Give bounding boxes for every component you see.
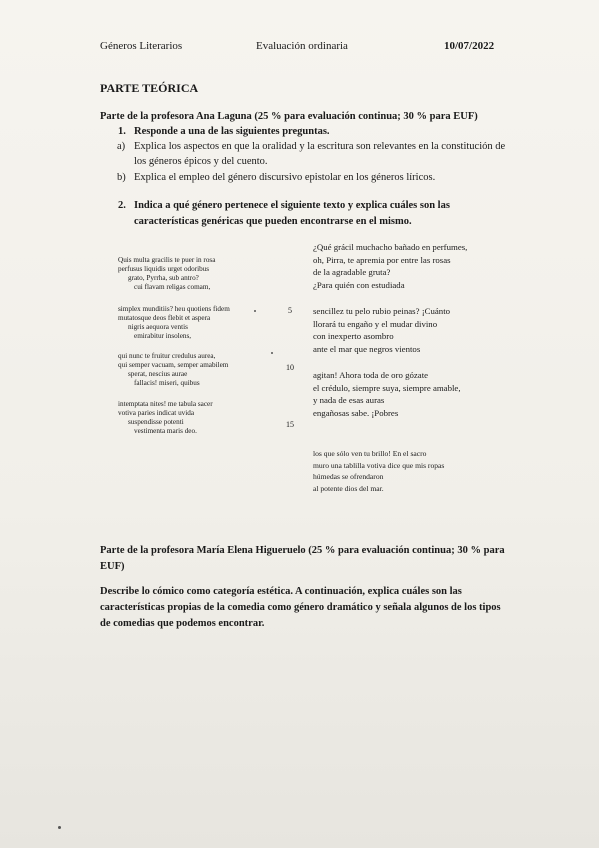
scan-speck: [254, 310, 256, 312]
part2-body-line3: de comedias que podemos encontrar.: [100, 618, 265, 629]
scan-speck: [271, 352, 273, 354]
q2-number: 2.: [118, 200, 126, 211]
latin-stanza-2: [118, 305, 230, 341]
section-title: PARTE TEÓRICA: [100, 81, 199, 95]
q1-a-line1: Explica los aspectos en que la oralidad y la escritura son relevantes en la constitución de: [134, 141, 506, 152]
q1-text: Responde a una de las siguientes preguntas.: [134, 126, 330, 137]
part2-heading-line1: Parte de la profesora María Elena Higueruelo (25 % para evaluación continua; 30 % para: [100, 545, 505, 556]
part1-heading: Parte de la profesora Ana Laguna (25 % para evaluación continua; 30 % para EUF): [100, 111, 478, 122]
spanish-stanza-3: [313, 369, 461, 419]
latin-stanza-3: [118, 352, 228, 388]
spanish-line: con inexperto asombro: [313, 331, 394, 341]
latin-line: Quis multa gracilis te puer in rosa: [118, 256, 216, 264]
latin-line: suspendisse potenti: [128, 418, 184, 426]
q2-line1: Indica a qué género pertenece el siguiente texto y explica cuáles son las: [134, 200, 450, 211]
header-date: 10/07/2022: [444, 40, 495, 52]
line-number: 10: [286, 363, 294, 372]
latin-line: qui semper vacuam, semper amabilem: [118, 361, 229, 369]
scan-speck: [58, 826, 61, 829]
spanish-line: oh, Pirra, te apremia por entre las rosas: [313, 254, 451, 265]
latin-stanza-4: [118, 400, 213, 436]
spanish-line: y nada de esas auras: [313, 395, 385, 405]
header-course: Géneros Literarios: [100, 40, 183, 52]
line-number: 15: [286, 420, 294, 429]
latin-line: grato, Pyrrha, sub antro?: [128, 274, 199, 282]
spanish-line: llorará tu engaño y el mudar divino: [313, 318, 438, 329]
latin-line: votiva paries indicat uvida: [118, 409, 195, 417]
spanish-line: agitan! Ahora toda de oro gózate: [313, 370, 429, 380]
part2-heading-line2: EUF): [100, 561, 125, 572]
spanish-line: engañosas sabe. ¡Pobres: [313, 407, 399, 418]
spanish-line: el crédulo, siempre suya, siempre amable,: [313, 382, 461, 393]
spanish-stanza-1: [313, 241, 467, 291]
latin-line: vestimenta maris deo.: [134, 427, 197, 435]
header-exam: Evaluación ordinaria: [256, 40, 348, 52]
spanish-line: de la agradable gruta?: [313, 267, 391, 277]
line-number: 5: [288, 306, 292, 315]
spanish-line: ante el mar que negros vientos: [313, 343, 421, 354]
latin-line: emirabitur insolens,: [134, 332, 192, 340]
spanish-line: sencillez tu pelo rubio peinas? ¡Cuánto: [313, 306, 451, 316]
latin-line: sperat, nescius aurae: [128, 370, 188, 378]
latin-line: perfusus liquidis urget odoribus: [118, 265, 210, 273]
latin-stanza-1: [118, 256, 215, 292]
spanish-line: húmedas se ofrendaron: [313, 472, 384, 481]
q1-a-label: a): [117, 141, 126, 152]
spanish-line: los que sólo ven tu brillo! En el sacro: [313, 449, 427, 458]
spanish-line: ¿Para quién con estudiada: [313, 279, 405, 290]
part2-body-line2: características propias de la comedia como género dramático y señala algunos de los tipos: [100, 602, 501, 613]
part2-body-line1: Describe lo cómico como categoría estética. A continuación, explica cuáles son las: [100, 586, 462, 597]
latin-line: intemptata nites! me tabula sacer: [118, 400, 213, 408]
latin-line: qui nunc te fruitur credulus aurea,: [118, 352, 216, 360]
spanish-line: muro una tablilla votiva dice que mis ropas: [313, 460, 445, 470]
latin-line: fallacis! miseri, quibus: [134, 379, 200, 387]
q1-number: 1.: [118, 126, 126, 137]
q1-a-line2: los géneros épicos y del cuento.: [134, 156, 268, 167]
latin-line: simplex munditiis? heu quotiens fidem: [118, 305, 230, 313]
latin-line: nigris aequora ventis: [128, 323, 188, 331]
q1-b-text: Explica el empleo del género discursivo epistolar en los géneros líricos.: [134, 172, 436, 183]
spanish-line: ¿Qué grácil muchacho bañado en perfumes,: [313, 242, 468, 252]
q2-line2: características genéricas que pueden encontrarse en el mismo.: [134, 216, 412, 227]
latin-line: cui flavam religas comam,: [134, 283, 211, 291]
spanish-stanza-2: [313, 305, 450, 355]
latin-line: mutatosque deos flebit et aspera: [118, 314, 211, 322]
spanish-line: al potente dios del mar.: [313, 483, 384, 493]
spanish-stanza-4: [313, 448, 444, 494]
q1-b-label: b): [117, 172, 126, 183]
